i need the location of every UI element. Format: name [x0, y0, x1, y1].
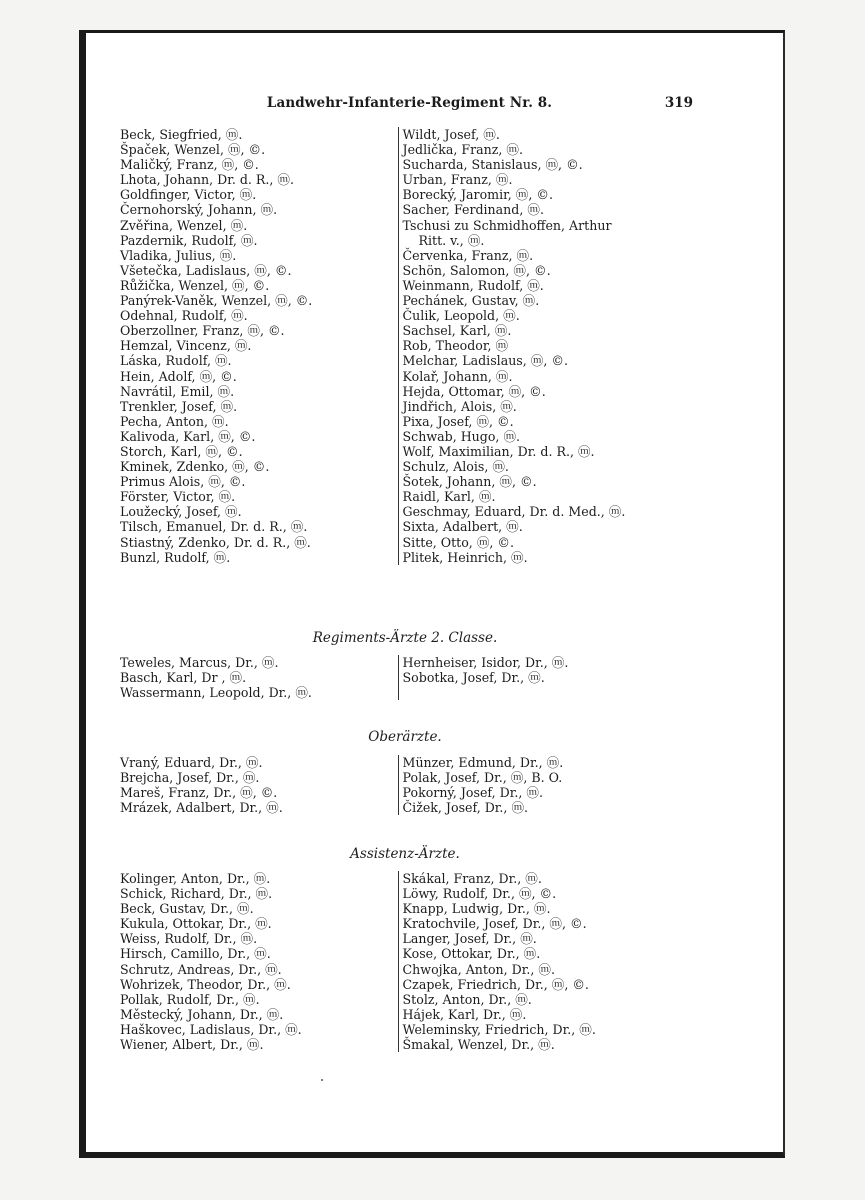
roster-entry: Šotek, Johann, ⓜ, ©. [402, 474, 537, 490]
roster-entry: Růžička, Wenzel, ⓜ, ©. [120, 277, 270, 293]
roster-entry: Městecký, Johann, Dr., ⓜ. [120, 1006, 284, 1022]
section-title-assistenzaerzte: Assistenz-Ärzte. [350, 846, 460, 862]
roster-entry: Teweles, Marcus, Dr., ⓜ. [120, 655, 279, 670]
roster-entry: Šmakal, Wenzel, Dr., ⓜ. [402, 1037, 555, 1053]
roster-entry: Münzer, Edmund, Dr., ⓜ. [402, 755, 564, 770]
roster-entry: Wohrizek, Theodor, Dr., ⓜ. [120, 976, 291, 992]
roster-entry: Pecha, Anton, ⓜ. [120, 413, 229, 429]
regimentsaerzte-left-column [120, 655, 398, 700]
oberaerzte-right-column [398, 755, 690, 815]
roster-entry: Primus Alois, ⓜ, ©. [120, 474, 246, 490]
roster-entry: Pixa, Josef, ⓜ, ©. [402, 413, 514, 429]
roster-entry: Brejcha, Josef, Dr., ⓜ. [120, 770, 260, 786]
section-title-regimentsaerzte: Regiments-Ärzte 2. Classe. [312, 630, 498, 646]
roster-entry: Trenkler, Josef, ⓜ. [120, 398, 238, 414]
roster-entry: Wassermann, Leopold, Dr., ⓜ. [120, 685, 312, 701]
roster-entry: Pollak, Rudolf, Dr., ⓜ. [120, 991, 260, 1007]
roster-entry: Schön, Salomon, ⓜ, ©. [402, 262, 551, 278]
roster-entry: Sachsel, Karl, ⓜ. [402, 323, 512, 339]
roster-entry: Tilsch, Emanuel, Dr. d. R., ⓜ. [120, 519, 308, 535]
roster-entry: Tschusi zu Schmidhoffen, Arthur [402, 217, 612, 233]
roster-entry: Kratochvile, Josef, Dr., ⓜ, ©. [402, 916, 587, 932]
roster-entry: Špaček, Wenzel, ⓜ, ©. [120, 142, 266, 158]
roster-entry: Bunzl, Rudolf, ⓜ. [120, 549, 231, 565]
roster-entry: Jedlička, Franz, ⓜ. [402, 142, 523, 158]
roster-entry: Hemzal, Vincenz, ⓜ. [120, 338, 252, 354]
roster-entry: Vladika, Julius, ⓜ. [120, 247, 237, 263]
page-content [86, 33, 783, 1152]
roster-entry: Kminek, Zdenko, ⓜ, ©. [120, 459, 270, 475]
roster-entry: Vraný, Eduard, Dr., ⓜ. [120, 755, 263, 770]
roster-entry: Plitek, Heinrich, ⓜ. [402, 549, 528, 565]
page-header-title: Landwehr-Infanterie-Regiment Nr. 8. [266, 95, 553, 111]
assistenzaerzte-list [120, 871, 690, 1052]
roster-entry: Rob, Theodor, ⓜ [402, 338, 509, 354]
roster-entry: Sucharda, Stanislaus, ⓜ, ©. [402, 157, 583, 173]
scanned-page [79, 30, 785, 1158]
roster-entry: Láska, Rudolf, ⓜ. [120, 353, 232, 369]
roster-entry: Urban, Franz, ⓜ. [402, 172, 513, 188]
section-title-oberaerzte: Oberärzte. [368, 729, 442, 745]
roster-entry: Lhota, Johann, Dr. d. R., ⓜ. [120, 172, 295, 188]
roster-entry: Hernheiser, Isidor, Dr., ⓜ. [402, 655, 569, 670]
assistenzaerzte-left-column [120, 871, 398, 1052]
roster-entry: Zvěřina, Wenzel, ⓜ. [120, 217, 248, 233]
roster-entry: Beck, Gustav, Dr., ⓜ. [120, 901, 254, 917]
roster-entry: Čižek, Josef, Dr., ⓜ. [402, 800, 529, 816]
roster-entry: Czapek, Friedrich, Dr., ⓜ, ©. [402, 976, 589, 992]
roster-entry: Pazdernik, Rudolf, ⓜ. [120, 232, 258, 248]
roster-entry: Löwy, Rudolf, Dr., ⓜ, ©. [402, 886, 557, 902]
roster-entry: Kalivoda, Karl, ⓜ, ©. [120, 428, 256, 444]
roster-entry: Kukula, Ottokar, Dr., ⓜ. [120, 916, 272, 932]
roster-entry: Skákal, Franz, Dr., ⓜ. [402, 871, 542, 886]
roster-entry: Wiener, Albert, Dr., ⓜ. [120, 1037, 264, 1053]
roster-entry: Schwab, Hugo, ⓜ. [402, 428, 521, 444]
roster-entry: Förster, Victor, ⓜ. [120, 489, 236, 505]
officer-list-right-column [398, 127, 690, 565]
roster-entry: Borecký, Jaromir, ⓜ, ©. [402, 187, 553, 203]
roster-entry: Mrázek, Adalbert, Dr., ⓜ. [120, 800, 283, 816]
roster-entry: Schulz, Alois, ⓜ. [402, 459, 509, 475]
roster-entry: Knapp, Ludwig, Dr., ⓜ. [402, 901, 551, 917]
roster-entry: Goldfinger, Victor, ⓜ. [120, 187, 257, 203]
roster-entry: Raidl, Karl, ⓜ. [402, 489, 496, 505]
roster-entry: Odehnal, Rudolf, ⓜ. [120, 308, 248, 324]
roster-entry: Navrátil, Emil, ⓜ. [120, 383, 235, 399]
roster-entry: Panýrek-Vaněk, Wenzel, ⓜ, ©. [120, 293, 313, 309]
roster-entry: Weiss, Rudolf, Dr., ⓜ. [120, 931, 258, 947]
roster-entry: Basch, Karl, Dr , ⓜ. [120, 670, 247, 686]
roster-entry: Chwojka, Anton, Dr., ⓜ. [402, 961, 556, 977]
roster-entry: Beck, Siegfried, ⓜ. [120, 127, 243, 142]
officer-list-left-column [120, 127, 398, 565]
roster-entry: Wolf, Maximilian, Dr. d. R., ⓜ. [402, 443, 595, 459]
roster-entry: Pokorný, Josef, Dr., ⓜ. [402, 785, 543, 801]
roster-entry: Čulik, Leopold, ⓜ. [402, 308, 520, 324]
roster-entry: Melchar, Ladislaus, ⓜ, ©. [402, 353, 568, 369]
roster-entry: Weinmann, Rudolf, ⓜ. [402, 277, 544, 293]
oberaerzte-left-column [120, 755, 398, 815]
roster-entry: Ritt. v., ⓜ. [418, 232, 485, 248]
roster-entry: Kolinger, Anton, Dr., ⓜ. [120, 871, 271, 886]
page-number: 319 [664, 95, 693, 111]
roster-entry: Oberzollner, Franz, ⓜ, ©. [120, 323, 285, 339]
roster-entry: Černohorský, Johann, ⓜ. [120, 202, 278, 218]
oberaerzte-list [120, 755, 690, 815]
roster-entry: Kose, Ottokar, Dr., ⓜ. [402, 946, 541, 962]
roster-entry: Haškovec, Ladislaus, Dr., ⓜ. [120, 1021, 302, 1037]
roster-entry: Langer, Josef, Dr., ⓜ. [402, 931, 537, 947]
roster-entry: Sitte, Otto, ⓜ, ©. [402, 534, 515, 550]
roster-entry: Polak, Josef, Dr., ⓜ, B. O. [402, 770, 563, 786]
roster-entry: Hájek, Karl, Dr., ⓜ. [402, 1006, 527, 1022]
roster-entry: Všetečka, Ladislaus, ⓜ, ©. [120, 262, 292, 278]
roster-entry: Sacher, Ferdinand, ⓜ. [402, 202, 544, 218]
roster-entry: Jindřich, Alois, ⓜ. [402, 398, 517, 414]
roster-entry: Červenka, Franz, ⓜ. [402, 247, 534, 263]
roster-entry: Schrutz, Andreas, Dr., ⓜ. [120, 961, 282, 977]
assistenzaerzte-right-column [398, 871, 690, 1052]
roster-entry: Hirsch, Camillo, Dr., ⓜ. [120, 946, 271, 962]
roster-entry: Weleminsky, Friedrich, Dr., ⓜ. [402, 1021, 596, 1037]
roster-entry: Loužecký, Josef, ⓜ. [120, 504, 242, 520]
officer-list [120, 127, 690, 565]
regimentsaerzte-right-column [398, 655, 690, 700]
roster-entry: Maličký, Franz, ⓜ, ©. [120, 157, 259, 173]
roster-entry: Stiastný, Zdenko, Dr. d. R., ⓜ. [120, 534, 311, 550]
roster-entry: Geschmay, Eduard, Dr. d. Med., ⓜ. [402, 504, 626, 520]
roster-entry: Wildt, Josef, ⓜ. [402, 127, 500, 142]
roster-entry: Stolz, Anton, Dr., ⓜ. [402, 991, 532, 1007]
roster-entry: Sixta, Adalbert, ⓜ. [402, 519, 523, 535]
roster-entry: Kolař, Johann, ⓜ. [402, 368, 513, 384]
roster-entry: Sobotka, Josef, Dr., ⓜ. [402, 670, 545, 686]
roster-entry: Mareš, Franz, Dr., ⓜ, ©. [120, 785, 278, 801]
regimentsaerzte-list [120, 655, 690, 700]
roster-entry: Schick, Richard, Dr., ⓜ. [120, 886, 273, 902]
ink-speck [321, 1079, 323, 1081]
roster-entry: Hein, Adolf, ⓜ, ©. [120, 368, 237, 384]
roster-entry: Hejda, Ottomar, ⓜ, ©. [402, 383, 546, 399]
roster-entry: Pechánek, Gustav, ⓜ. [402, 293, 540, 309]
roster-entry: Storch, Karl, ⓜ, ©. [120, 443, 243, 459]
